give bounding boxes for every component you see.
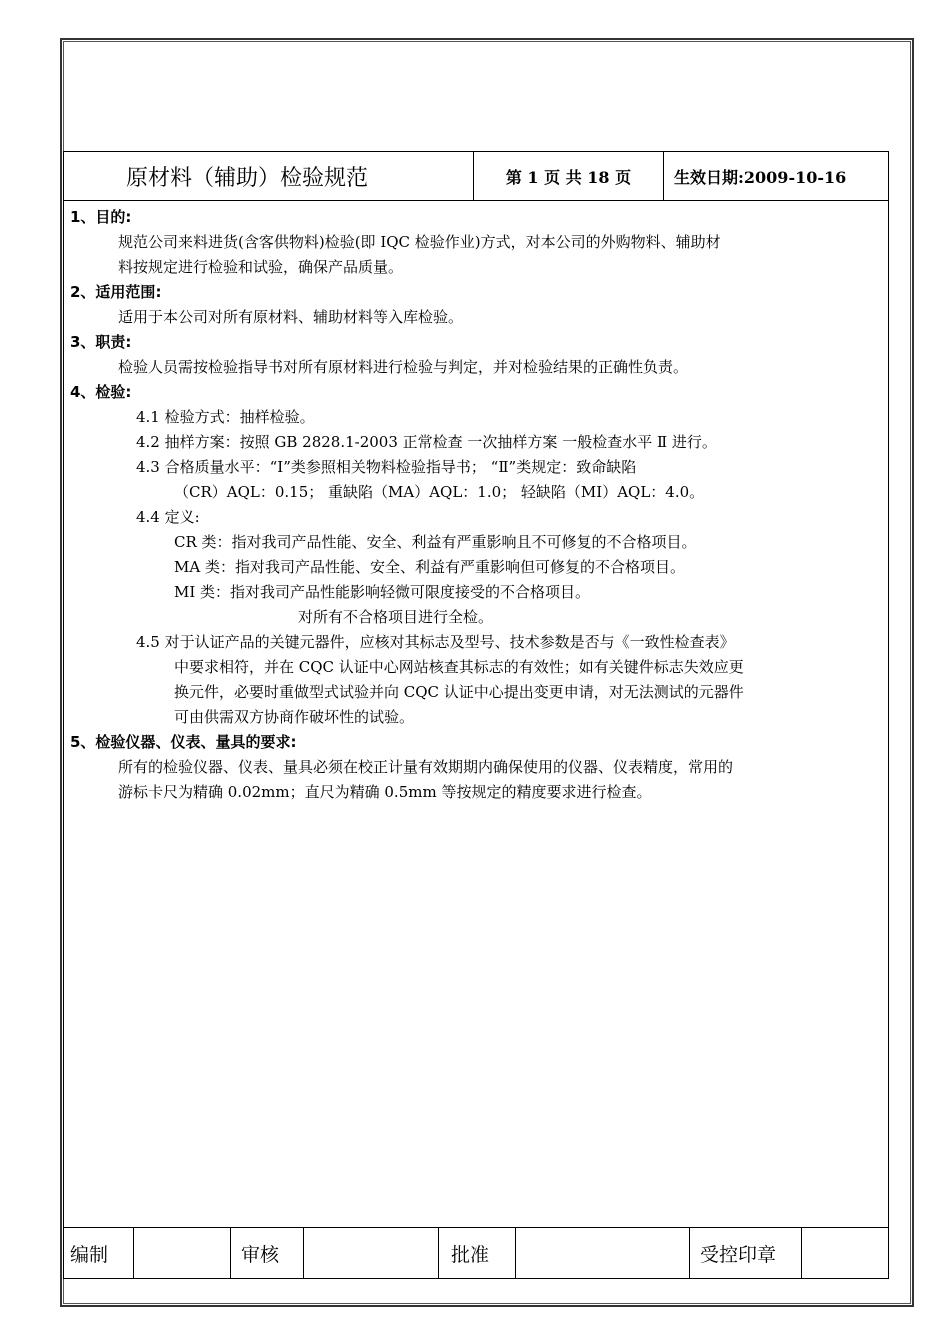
item-4-1: 4.1 检验方式：抽样检验。	[136, 408, 315, 426]
section-1-text: 规范公司来料进货(含客供物料)检验(即 IQC 检验作业)方式，对本公司的外购物料、辅助材	[118, 233, 721, 251]
compile-label: 编制	[64, 1228, 134, 1278]
section-1-heading: 1、目的:	[70, 208, 132, 226]
approve-field[interactable]	[516, 1228, 690, 1278]
approve-label: 批准	[439, 1228, 516, 1278]
section-4-heading: 4、检验:	[70, 383, 132, 401]
signature-table	[63, 1227, 889, 1279]
section-2-text: 适用于本公司对所有原材料、辅助材料等入库检验。	[118, 308, 464, 326]
review-label: 审核	[231, 1228, 304, 1278]
section-5-heading: 5、检验仪器、仪表、量具的要求:	[70, 733, 297, 751]
document-content	[68, 205, 886, 805]
item-4-3: 4.3 合格质量水平：“Ⅰ”类参照相关物料检验指导书； “Ⅱ”类规定：致命缺陷	[136, 458, 637, 476]
document-header	[63, 151, 889, 201]
item-4-4: 4.4 定义:	[136, 508, 200, 526]
definition-ma: MA 类：指对我司产品性能、安全、利益有严重影响但可修复的不合格项目。	[174, 558, 685, 576]
item-4-3: （CR）AQL：0.15； 重缺陷（MA）AQL：1.0； 轻缺陷（MI）AQL：4.0。	[174, 483, 705, 501]
review-field[interactable]	[304, 1228, 439, 1278]
item-4-5: 可由供需双方协商作破坏性的试验。	[174, 708, 415, 726]
definition-cr: CR 类：指对我司产品性能、安全、利益有严重影响且不可修复的不合格项目。	[174, 533, 697, 551]
section-3-text: 检验人员需按检验指导书对所有原材料进行检验与判定，并对检验结果的正确性负责。	[118, 358, 689, 376]
definition-mi: MI 类：指对我司产品性能影响轻微可限度接受的不合格项目。	[174, 583, 591, 601]
section-5-text: 所有的检验仪器、仪表、量具必须在校正计量有效期期内确保使用的仪器、仪表精度，常用的	[118, 758, 734, 776]
stamp-label: 受控印章	[690, 1228, 802, 1278]
item-4-2: 4.2 抽样方案：按照 GB 2828.1-2003 正常检查 一次抽样方案 一般检查水平 Ⅱ 进行。	[136, 433, 717, 451]
item-4-5: 中要求相符，并在 CQC 认证中心网站核查其标志的有效性；如有关键件标志失效应更	[174, 658, 744, 676]
stamp-field[interactable]	[802, 1228, 888, 1278]
item-4-5: 4.5 对于认证产品的关键元器件，应核对其标志及型号、技术参数是否与《一致性检查表》	[136, 633, 735, 651]
section-3-heading: 3、职责:	[70, 333, 132, 351]
section-5-text: 游标卡尺为精确 0.02mm；直尺为精确 0.5mm 等按规定的精度要求进行检查。	[118, 783, 652, 801]
compile-field[interactable]	[134, 1228, 231, 1278]
item-4-5: 换元件，必要时重做型式试验并向 CQC 认证中心提出变更申请，对无法测试的元器件	[174, 683, 744, 701]
effective-date: 生效日期:2009-10-16	[674, 167, 847, 187]
page-number: 第 1 页 共 18 页	[474, 152, 664, 200]
section-2-heading: 2、适用范围:	[70, 283, 162, 301]
document-title: 原材料（辅助）检验规范	[64, 152, 474, 200]
section-1-text: 料按规定进行检验和试验，确保产品质量。	[118, 258, 404, 276]
full-inspection-note: 对所有不合格项目进行全检。	[298, 608, 494, 626]
